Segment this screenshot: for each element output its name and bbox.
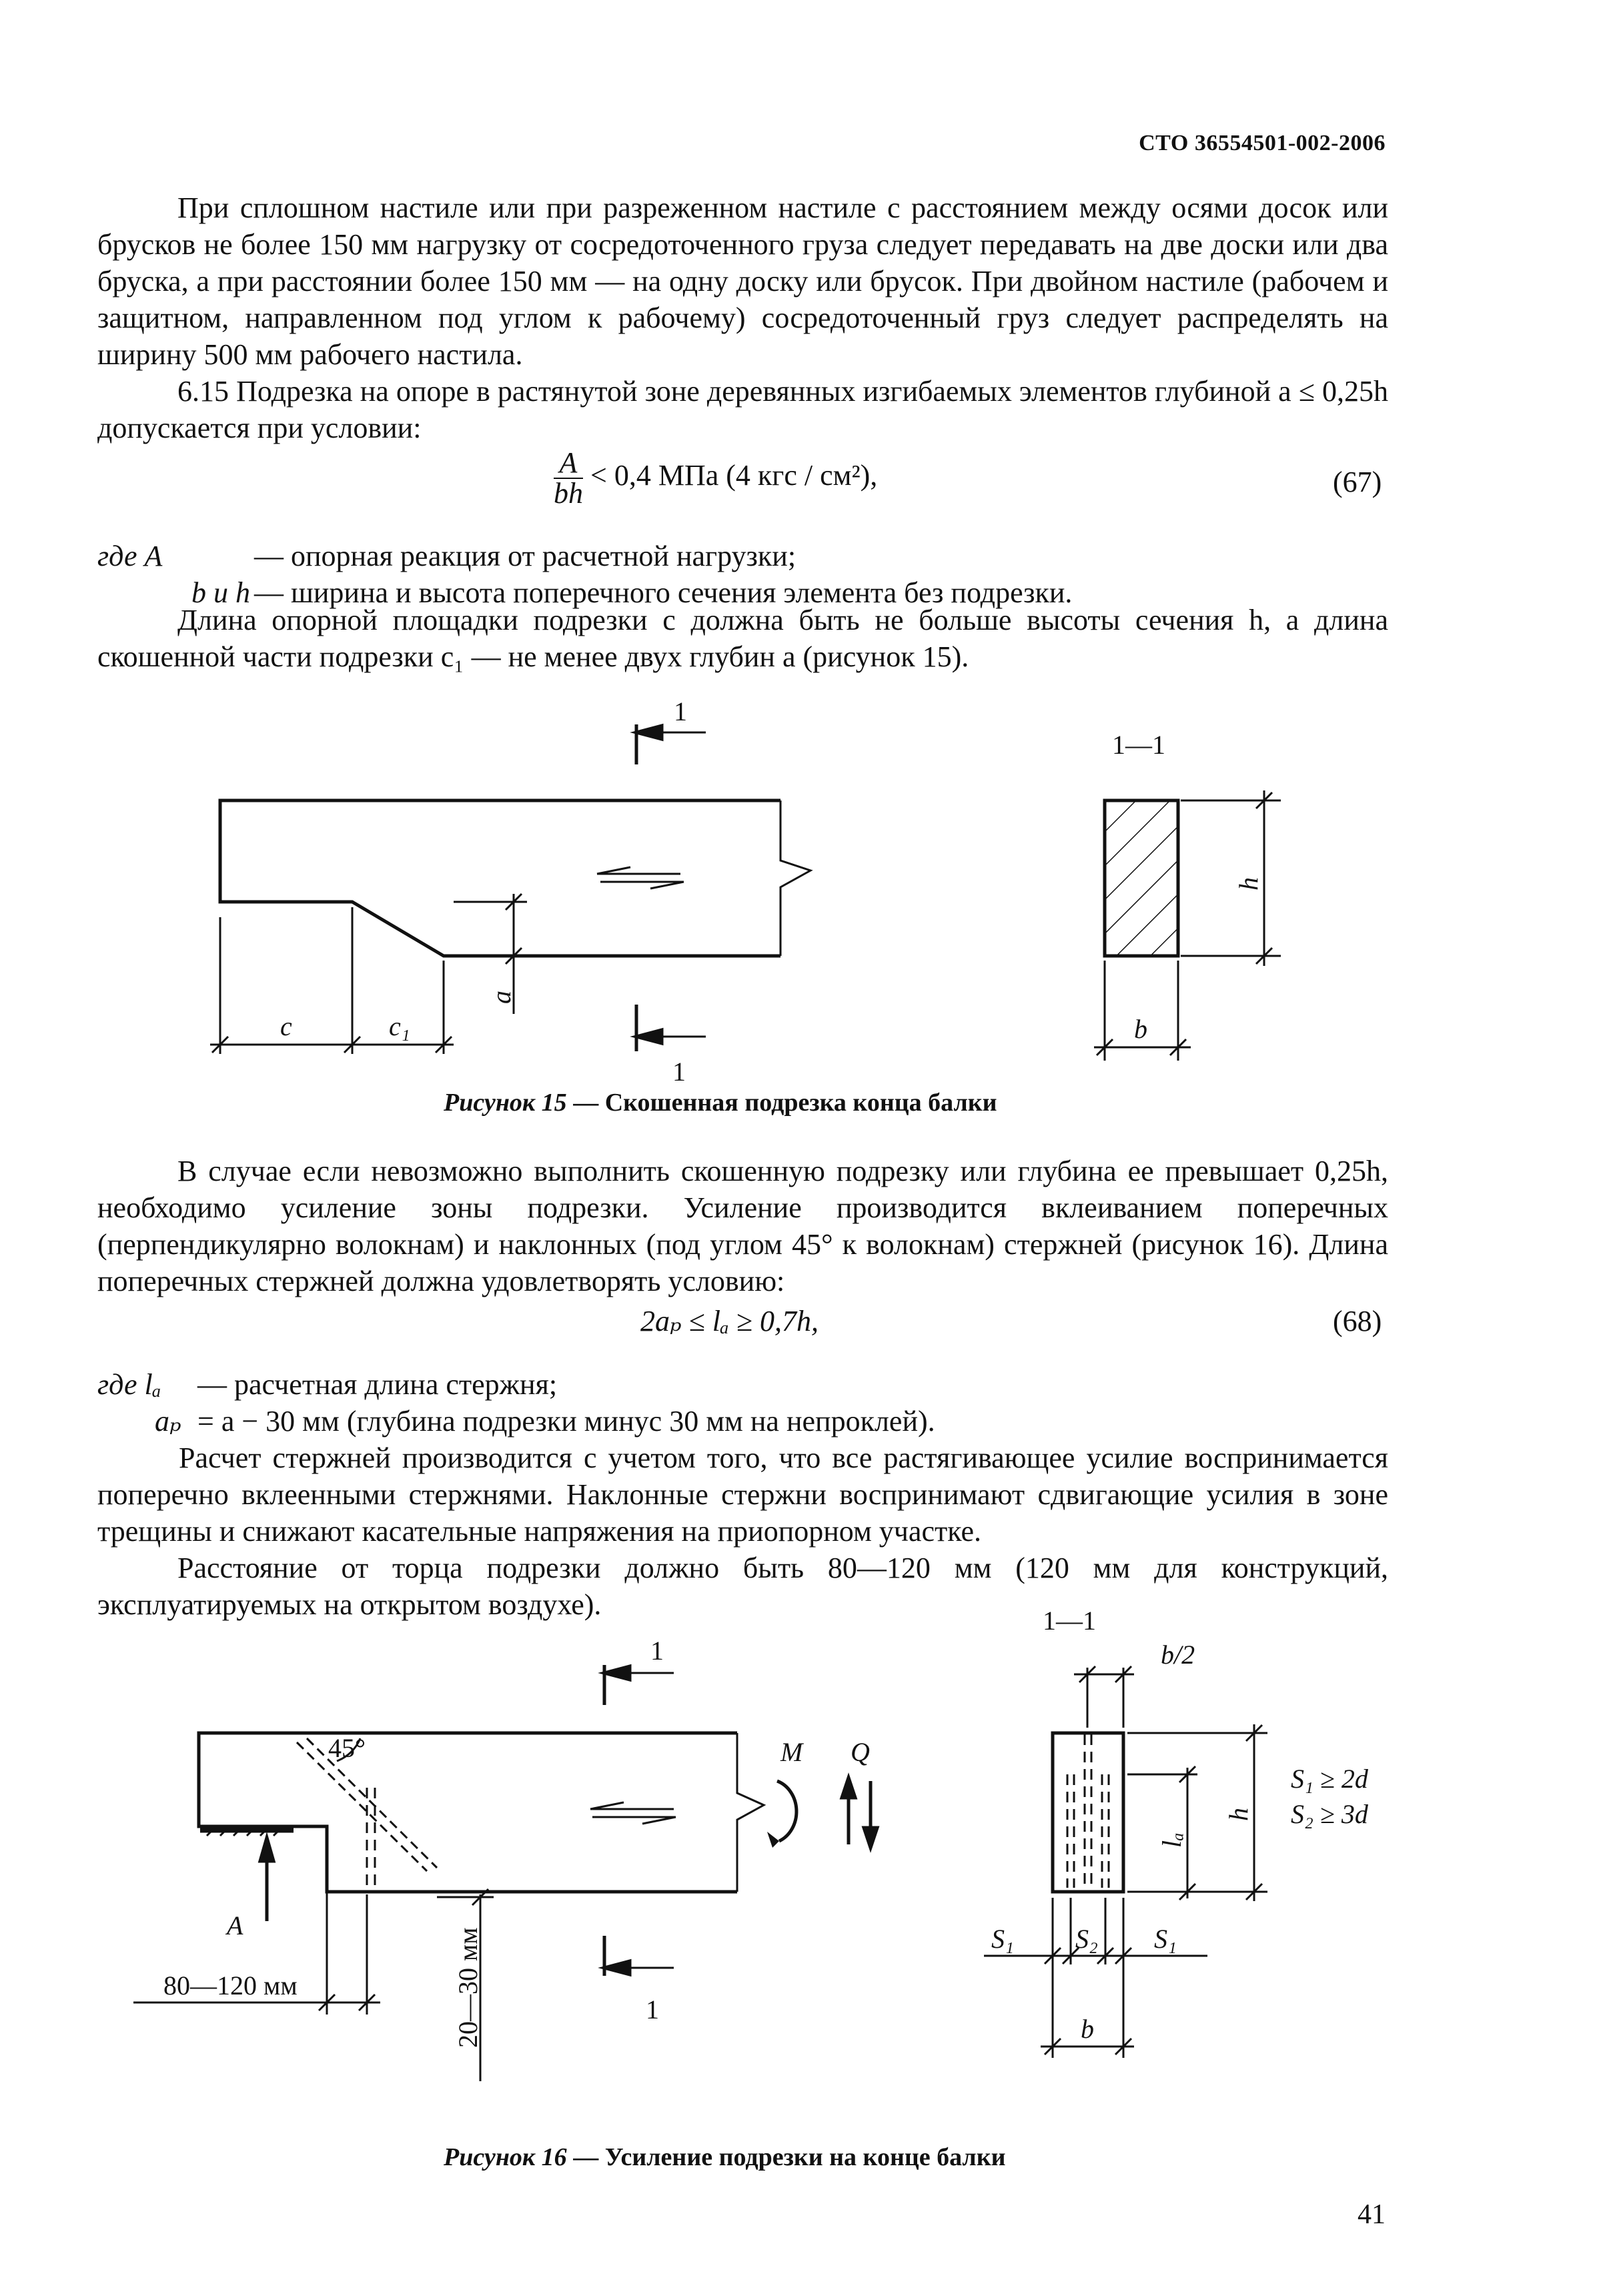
dim-b2: b/2 <box>1161 1640 1195 1670</box>
def-text: — опорная реакция от расчетной нагрузки; <box>254 540 796 572</box>
dim-s1-left: S₁ <box>991 1924 1014 1954</box>
equation-number-68: (68) <box>1333 1305 1382 1337</box>
reaction-label: A <box>227 1910 243 1940</box>
section-mark-top-16-label: 1 <box>650 1636 664 1666</box>
shear-label: Q <box>851 1737 870 1767</box>
dim-b-15: b <box>1134 1014 1147 1044</box>
cross-section-16 <box>1053 1733 1123 1892</box>
dim-s1-right: S₁ <box>1154 1924 1177 1954</box>
section-title-16: 1—1 <box>1043 1606 1096 1636</box>
def-text: — ширина и высота поперечного сечения элемента без подрезки. <box>254 576 1073 609</box>
def-symbol: где lₐ <box>97 1368 161 1401</box>
figure-16-caption-text: — Усиление подрезки на конце балки <box>566 2143 1006 2171</box>
figure-16-caption <box>444 2143 1006 2172</box>
dim-la: lₐ <box>1157 1832 1187 1848</box>
dim-h-16: h <box>1223 1808 1253 1821</box>
dim-a: a <box>486 991 516 1004</box>
standard-code-header: СТО 36554501-002-2006 <box>1139 131 1386 155</box>
paragraph-4: В случае если невозможно выполнить скошенную подрезку или глубина ее превышает 0,25h, необходимо усиление зоны подрезки. Усиление производится вклеиванием поперечных (перпендикулярно волокнам) и наклонных (под углом 45° к волокнам) стержней (рисунок 16). Длина поперечных стержней должна удовлетворять условию: <box>97 1155 1388 1297</box>
shear-arrows <box>842 1778 877 1848</box>
dim-s2: S₂ <box>1075 1924 1098 1954</box>
moment-arrowhead <box>767 1832 779 1848</box>
section-mark-bottom-label: 1 <box>672 1057 686 1087</box>
formula-67-denominator: bh <box>554 477 583 510</box>
equation-number-67: (67) <box>1333 466 1382 498</box>
paragraph-2: 6.15 Подрезка на опоре в растянутой зоне деревянных изгибаемых элементов глубиной a ≤ 0,25h допускается при условии: <box>97 375 1388 444</box>
dim-c1: c₁ <box>389 1011 410 1041</box>
dim-h-15: h <box>1233 877 1263 891</box>
reaction-arrow <box>260 1838 274 1921</box>
page-number: 41 <box>1358 2199 1386 2230</box>
def-text: — расчетная длина стержня; <box>197 1368 558 1401</box>
formula-68: 2aₚ ≤ lₐ ≥ 0,7h, <box>640 1305 819 1337</box>
dim-b-16: b <box>1081 2014 1094 2044</box>
def-symbol: b и h <box>191 576 250 609</box>
paragraph-6: Расстояние от торца подрезки должно быть 80—120 мм (120 мм для конструкций, эксплуатируемых на открытом воздухе). <box>97 1552 1388 1621</box>
dim-section-16 <box>984 1666 1267 2058</box>
section-rods <box>1067 1734 1109 1888</box>
figure-15-caption-text: — Скошенная подрезка конца балки <box>566 1089 997 1117</box>
formula-67-numerator: A <box>554 448 583 479</box>
moment-arrow <box>777 1781 796 1841</box>
grain-arrows-16 <box>590 1802 676 1824</box>
moment-label: M <box>780 1737 803 1767</box>
support-bearing <box>200 1828 294 1836</box>
def-symbol: aₚ <box>155 1405 181 1438</box>
angle-label: 45° <box>328 1733 366 1763</box>
section-mark-top-16 <box>604 1665 674 1705</box>
figure-16-caption-label: Рисунок 16 <box>444 2143 567 2171</box>
section-mark-top-label: 1 <box>674 696 687 726</box>
dim-c: c <box>280 1011 292 1041</box>
paragraph-1: При сплошном настиле или при разреженном настиле с расстоянием между осями досок или брусков не более 150 мм нагрузку от сосредоточенного груза следует передавать на две доски или два бруска, а при расстоянии более 150 мм — на одну доску или брусок. При двойном настиле (рабочем и защитном, направленном под углом к рабочему) сосредоточенный груз следует распределять на ширину 500 мм рабочего настила. <box>97 191 1388 371</box>
condition-s1: S₁ ≥ 2d <box>1291 1764 1368 1794</box>
figure-15-caption-label: Рисунок 15 <box>444 1089 567 1117</box>
beam-outline-16 <box>199 1733 764 1892</box>
section-mark-bottom-16-label: 1 <box>646 1994 659 2025</box>
paragraph-3: Длина опорной площадки подрезки c должна быть не больше высоты сечения h, а длина скошенной части подрезки c₁ — не менее двух глубин a (рисунок 15). <box>97 604 1388 673</box>
dim-lines-16 <box>133 1831 494 2081</box>
inclined-rods <box>297 1738 437 1871</box>
dim-80-120: 80—120 мм <box>163 1970 298 2000</box>
condition-s2: S₂ ≥ 3d <box>1291 1799 1368 1829</box>
def-text: = a − 30 мм (глубина подрезки минус 30 мм на непроклей). <box>197 1405 935 1438</box>
formula-67-rest: < 0,4 МПа (4 кгс / см²), <box>590 459 878 492</box>
section-mark-bottom-16 <box>604 1936 674 1976</box>
def-symbol: где A <box>97 540 163 572</box>
paragraph-5: Расчет стержней производится с учетом того, что все растягивающее усилие воспринимается поперечно вклеенными стержнями. Наклонные стержни воспринимают сдвигающие усилия в зоне трещины и снижают касательные напряжения на приопорном участке. <box>97 1442 1388 1548</box>
dim-20-30: 20—30 мм <box>453 1927 483 2048</box>
section-title-15: 1—1 <box>1112 730 1165 760</box>
